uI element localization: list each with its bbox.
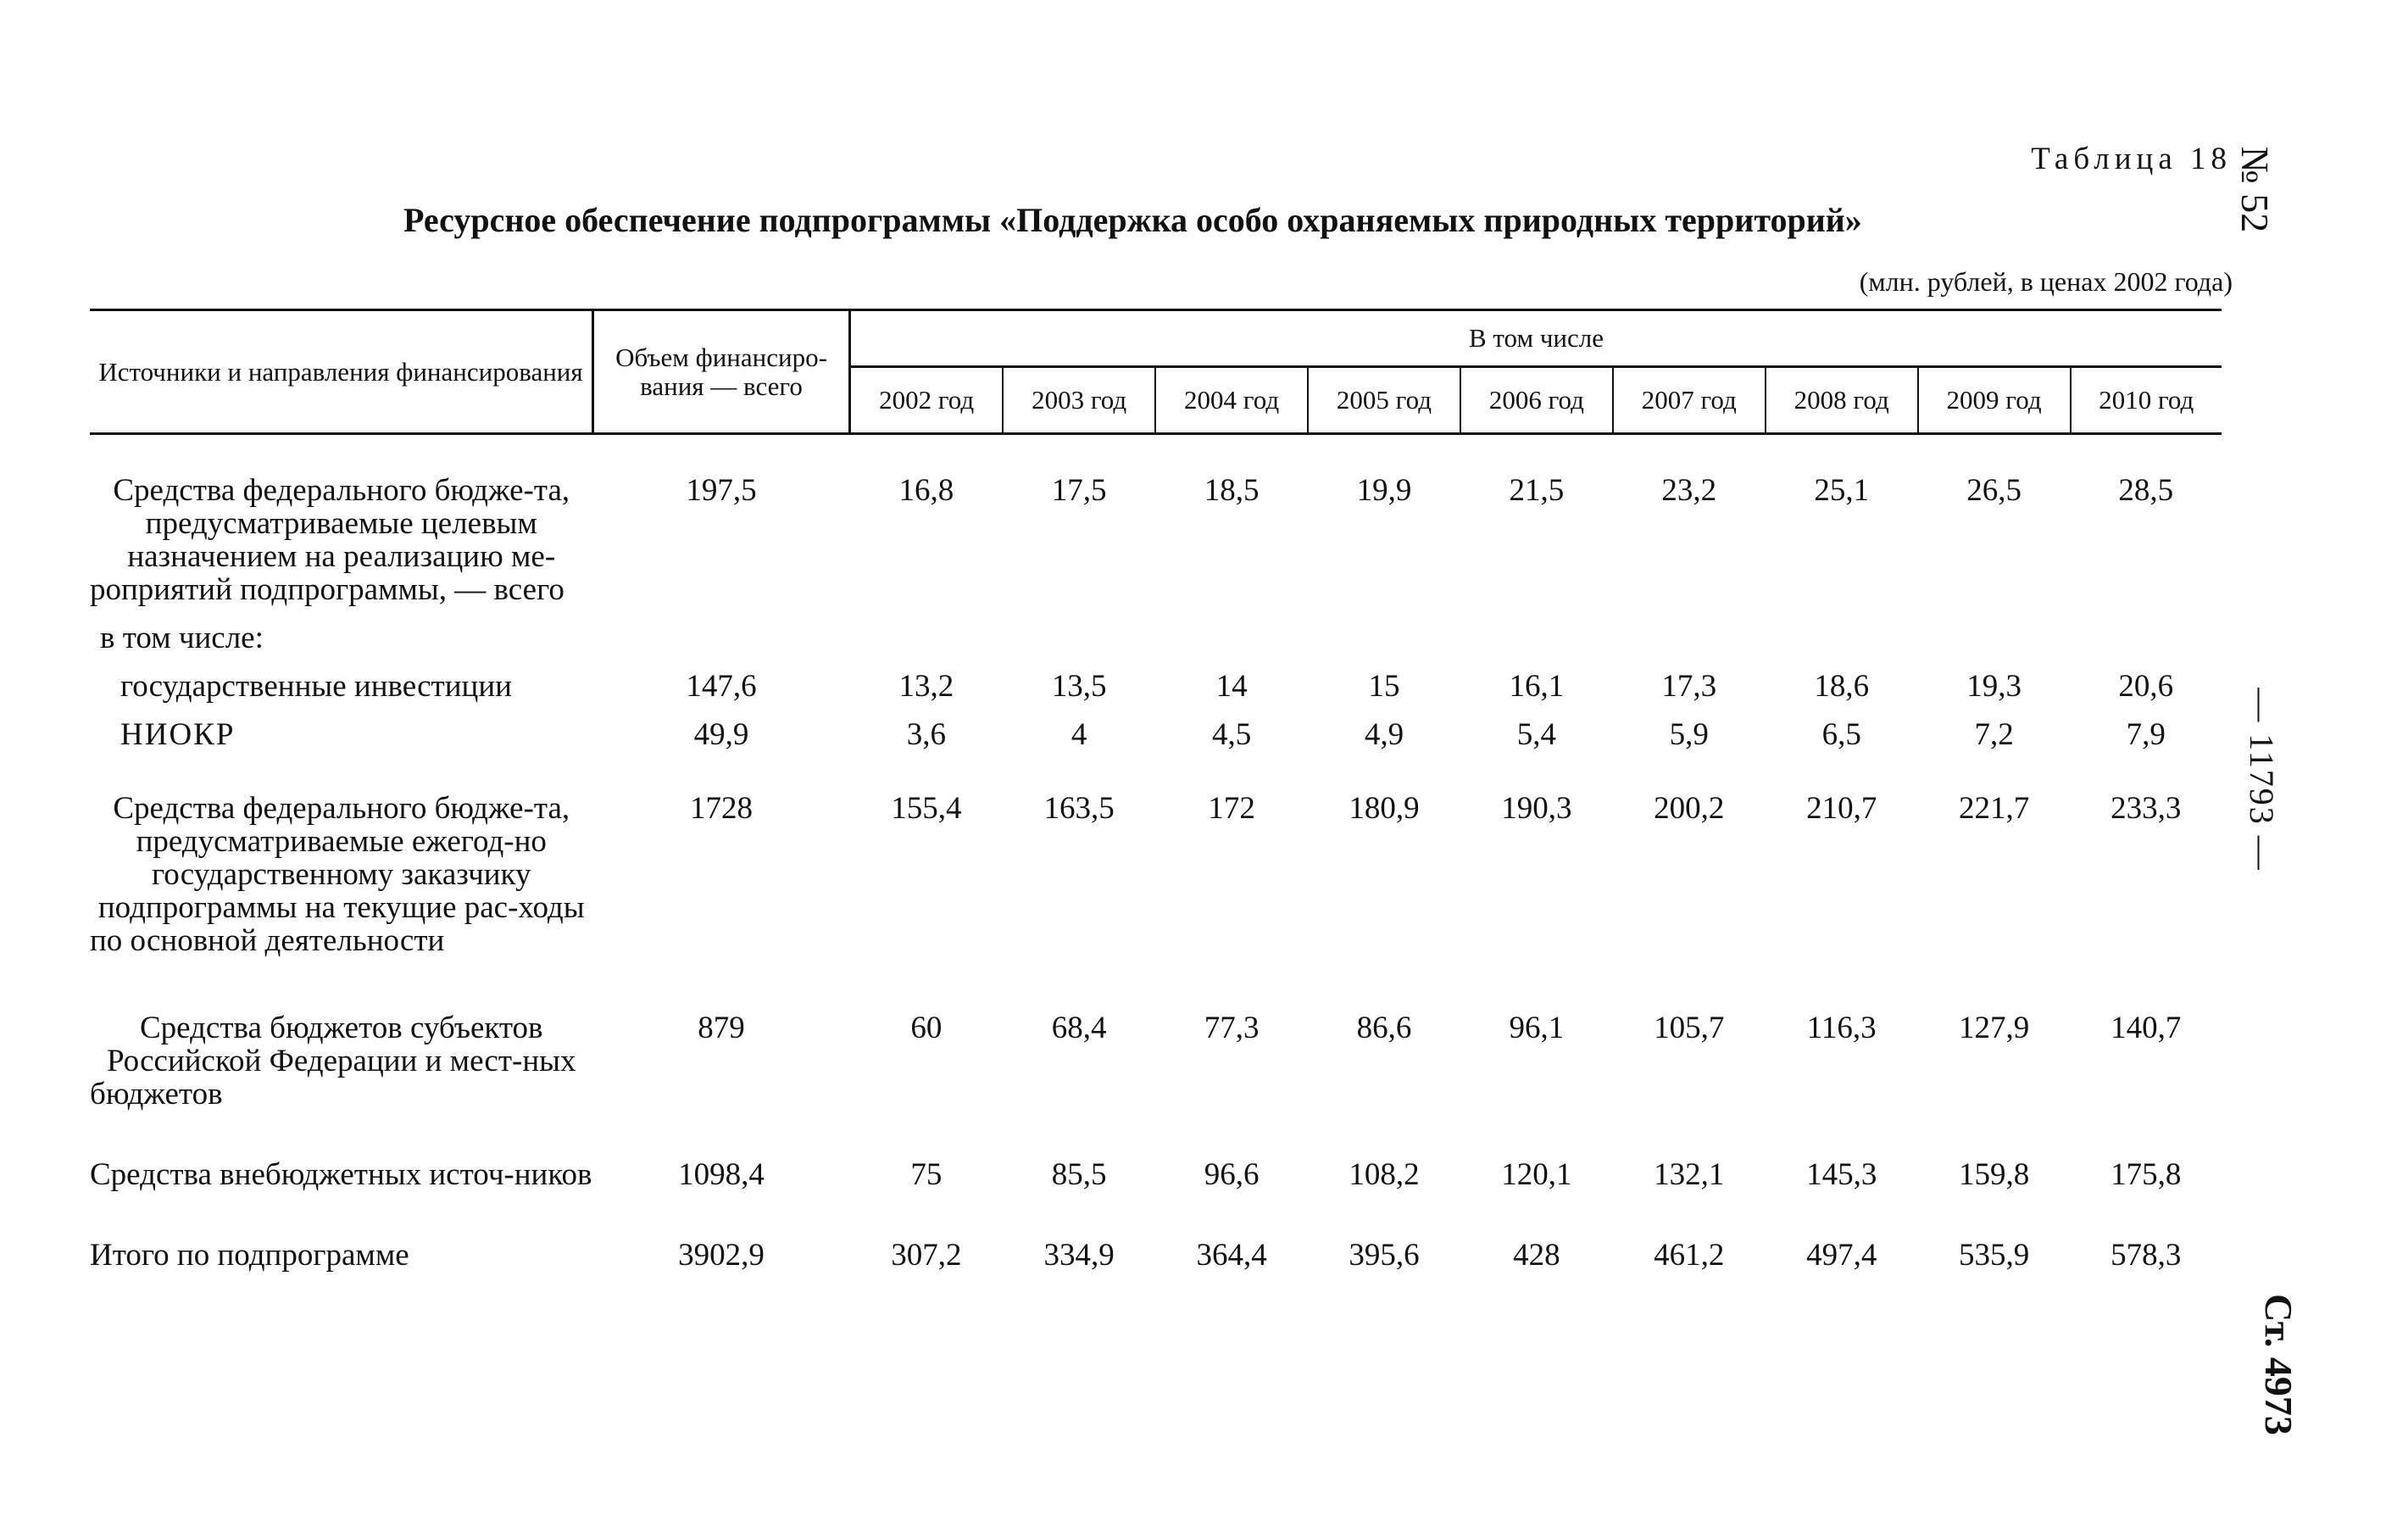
row-value: 17,3 xyxy=(1661,669,1717,704)
row-value: 16,8 xyxy=(898,473,954,508)
table-row xyxy=(90,670,2222,703)
row-value: 96,1 xyxy=(1509,1011,1565,1045)
header-total: Объем финансиро-вания — всего xyxy=(593,310,850,434)
row-value: 221,7 xyxy=(1958,791,2030,826)
table-row xyxy=(90,621,2222,655)
row-total: 1728 xyxy=(690,791,753,826)
row-value: 7,2 xyxy=(1974,717,2014,752)
row-value: 28,5 xyxy=(2118,473,2174,508)
row-value: 5,4 xyxy=(1516,717,1556,752)
row-total: 147,6 xyxy=(686,669,757,704)
row-value: 210,7 xyxy=(1806,791,1877,826)
row-value: 16,1 xyxy=(1509,669,1565,704)
document-number: — 11793 — xyxy=(2242,688,2281,872)
row-value: 14 xyxy=(1215,669,1248,704)
row-value: 175,8 xyxy=(2110,1157,2182,1192)
row-value: 163,5 xyxy=(1043,791,1115,826)
row-value: 108,2 xyxy=(1349,1157,1420,1192)
row-value: 105,7 xyxy=(1654,1011,1725,1045)
row-value: 23,2 xyxy=(1661,473,1717,508)
row-value: 233,3 xyxy=(2110,791,2182,826)
row-value: 18,6 xyxy=(1814,669,1870,704)
row-value: 96,6 xyxy=(1204,1157,1260,1192)
row-value: 120,1 xyxy=(1501,1157,1572,1192)
row-value: 17,5 xyxy=(1051,473,1107,508)
funding-table xyxy=(90,309,2222,1272)
row-value: 4,9 xyxy=(1364,717,1404,752)
row-value: 7,9 xyxy=(2126,717,2166,752)
row-value: 159,8 xyxy=(1958,1157,2030,1192)
row-value: 200,2 xyxy=(1654,791,1725,826)
row-label: Средства внебюджетных источ-ников xyxy=(90,1157,592,1192)
header-year: 2003 год xyxy=(1003,367,1155,434)
row-value: 132,1 xyxy=(1654,1157,1725,1192)
header-sources: Источники и направления финансирования xyxy=(90,310,593,434)
header-including: В том числе xyxy=(850,310,2222,367)
header-year: 2006 год xyxy=(1460,367,1613,434)
row-value: 172 xyxy=(1208,791,1255,826)
table-row xyxy=(90,474,2222,606)
row-value: 6,5 xyxy=(1821,717,1861,752)
row-value: 25,1 xyxy=(1814,473,1870,508)
row-value: 21,5 xyxy=(1509,473,1565,508)
table-row xyxy=(90,1011,2222,1111)
row-value: 85,5 xyxy=(1051,1157,1107,1192)
row-value: 140,7 xyxy=(2110,1011,2182,1045)
row-label: Итого по подпрограмме xyxy=(90,1238,409,1273)
row-value: 15 xyxy=(1368,669,1400,704)
row-label: Средства бюджетов субъектов Российской Федерации и мест-ных бюджетов xyxy=(90,1011,576,1111)
header-year: 2008 год xyxy=(1766,367,1918,434)
row-value: 77,3 xyxy=(1204,1011,1260,1045)
row-value: 334,9 xyxy=(1043,1238,1115,1273)
row-label: Средства федерального бюдже-та, предусматриваемые целевым назначением на реализацию ме-роприятий подпрограммы, — всего xyxy=(90,473,570,607)
header-year: 2010 год xyxy=(2071,367,2222,434)
units-note: (млн. рублей, в ценах 2002 года) xyxy=(1859,266,2233,297)
header-year: 2005 год xyxy=(1308,367,1460,434)
row-value: 4,5 xyxy=(1211,717,1252,752)
row-value: 26,5 xyxy=(1966,473,2021,508)
row-value: 86,6 xyxy=(1356,1011,1412,1045)
row-total: 49,9 xyxy=(693,717,749,752)
row-value: 535,9 xyxy=(1958,1238,2030,1273)
row-value: 18,5 xyxy=(1204,473,1260,508)
row-value: 497,4 xyxy=(1806,1238,1877,1273)
row-value: 155,4 xyxy=(891,791,962,826)
table-header-row xyxy=(90,310,2222,367)
row-label: в том числе: xyxy=(100,621,264,655)
row-value: 5,9 xyxy=(1669,717,1709,752)
row-value: 180,9 xyxy=(1349,791,1420,826)
row-value: 4 xyxy=(1071,717,1087,752)
table-row-total xyxy=(90,1239,2222,1272)
row-value: 145,3 xyxy=(1806,1157,1877,1192)
row-value: 75 xyxy=(910,1157,943,1192)
row-value: 60 xyxy=(910,1011,943,1045)
table-number-label: Таблица 18 xyxy=(2031,142,2232,176)
header-year: 2007 год xyxy=(1613,367,1766,434)
row-value: 307,2 xyxy=(891,1238,962,1273)
table-row xyxy=(90,792,2222,957)
row-total: 197,5 xyxy=(686,473,757,508)
row-total: 3902,9 xyxy=(678,1238,765,1273)
page-number: Ст. 4973 xyxy=(2256,1294,2300,1435)
row-value: 3,6 xyxy=(906,717,946,752)
row-label: Средства федерального бюдже-та, предусматриваемые ежегод-но государственному заказчику подпрограммы на текущие рас-ходы по основной деятельности xyxy=(90,791,585,958)
row-value: 127,9 xyxy=(1958,1011,2030,1045)
row-value: 395,6 xyxy=(1349,1238,1420,1273)
table-row xyxy=(90,1158,2222,1191)
header-year: 2009 год xyxy=(1918,367,2071,434)
page-title: Ресурсное обеспечение подпрограммы «Поддержка особо охраняемых природных территорий» xyxy=(403,201,1862,239)
row-label: государственные инвестиции xyxy=(120,669,512,704)
row-value: 190,3 xyxy=(1501,791,1572,826)
gazette-issue-number: № 52 xyxy=(2233,146,2277,233)
row-value: 68,4 xyxy=(1051,1011,1107,1045)
row-value: 20,6 xyxy=(2118,669,2174,704)
row-value: 19,3 xyxy=(1966,669,2021,704)
row-total: 1098,4 xyxy=(678,1157,765,1192)
row-value: 19,9 xyxy=(1356,473,1412,508)
row-value: 578,3 xyxy=(2110,1238,2182,1273)
table-row xyxy=(90,718,2222,751)
row-value: 13,2 xyxy=(898,669,954,704)
row-value: 428 xyxy=(1513,1238,1560,1273)
row-value: 116,3 xyxy=(1806,1011,1877,1045)
row-label: НИОКР xyxy=(120,717,236,752)
row-value: 364,4 xyxy=(1196,1238,1267,1273)
row-value: 13,5 xyxy=(1051,669,1107,704)
row-total: 879 xyxy=(698,1011,745,1045)
header-year: 2004 год xyxy=(1155,367,1308,434)
row-value: 461,2 xyxy=(1654,1238,1725,1273)
header-year: 2002 год xyxy=(850,367,1004,434)
